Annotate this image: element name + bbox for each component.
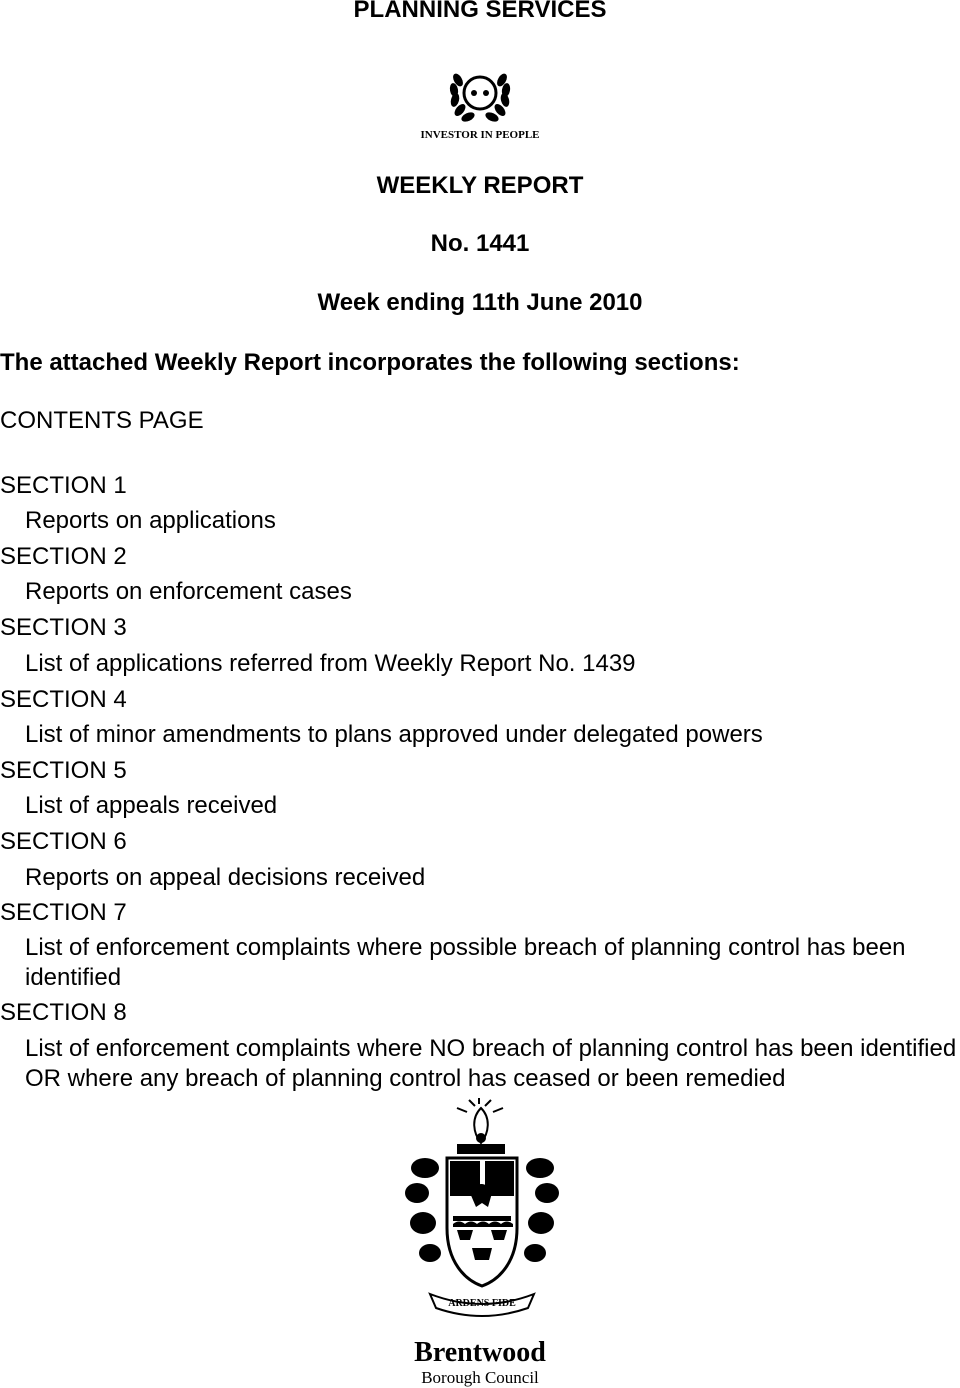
section-heading: SECTION 6 [0, 828, 127, 855]
section-description: List of appeals received [25, 792, 278, 819]
section-description: List of minor amendments to plans approved under delegated powers [25, 721, 763, 748]
council-subtitle: Borough Council [421, 1368, 539, 1387]
section-description: List of applications referred from Weekly Report No. 1439 [25, 650, 636, 677]
section-description: List of enforcement complaints where possible breach of planning control has been identified [25, 934, 906, 991]
section-heading: SECTION 4 [0, 686, 127, 713]
section-description: Reports on applications [25, 507, 276, 534]
investor-in-people-logo [400, 58, 560, 148]
section-heading: SECTION 1 [0, 472, 127, 499]
section-description: List of enforcement complaints where NO breach of planning control has been identified OR where any breach of planning control has ceased or been remedied [25, 1035, 957, 1092]
crest-motto: ARDENS FIDE [448, 1298, 516, 1309]
section-description: Reports on appeal decisions received [25, 864, 426, 891]
section-heading: SECTION 5 [0, 757, 127, 784]
section-heading: SECTION 3 [0, 614, 127, 641]
council-wordmark [380, 1338, 580, 1388]
svg-text:INVESTOR IN PEOPLE: INVESTOR IN PEOPLE [420, 129, 540, 141]
section-heading: SECTION 2 [0, 543, 127, 570]
document-title: PLANNING SERVICES [353, 0, 607, 23]
brentwood-crest-logo [395, 1098, 570, 1338]
section-heading: SECTION 8 [0, 999, 127, 1026]
section-heading: SECTION 7 [0, 899, 127, 926]
section-description: Reports on enforcement cases [25, 578, 352, 605]
report-number: No. 1441 [430, 230, 530, 257]
council-name: Brentwood [414, 1337, 546, 1368]
intro-text: The attached Weekly Report incorporates the following sections: [0, 349, 740, 376]
week-ending: Week ending 11th June 2010 [317, 289, 643, 316]
contents-heading: CONTENTS PAGE [0, 407, 204, 434]
report-name: WEEKLY REPORT [376, 172, 584, 199]
